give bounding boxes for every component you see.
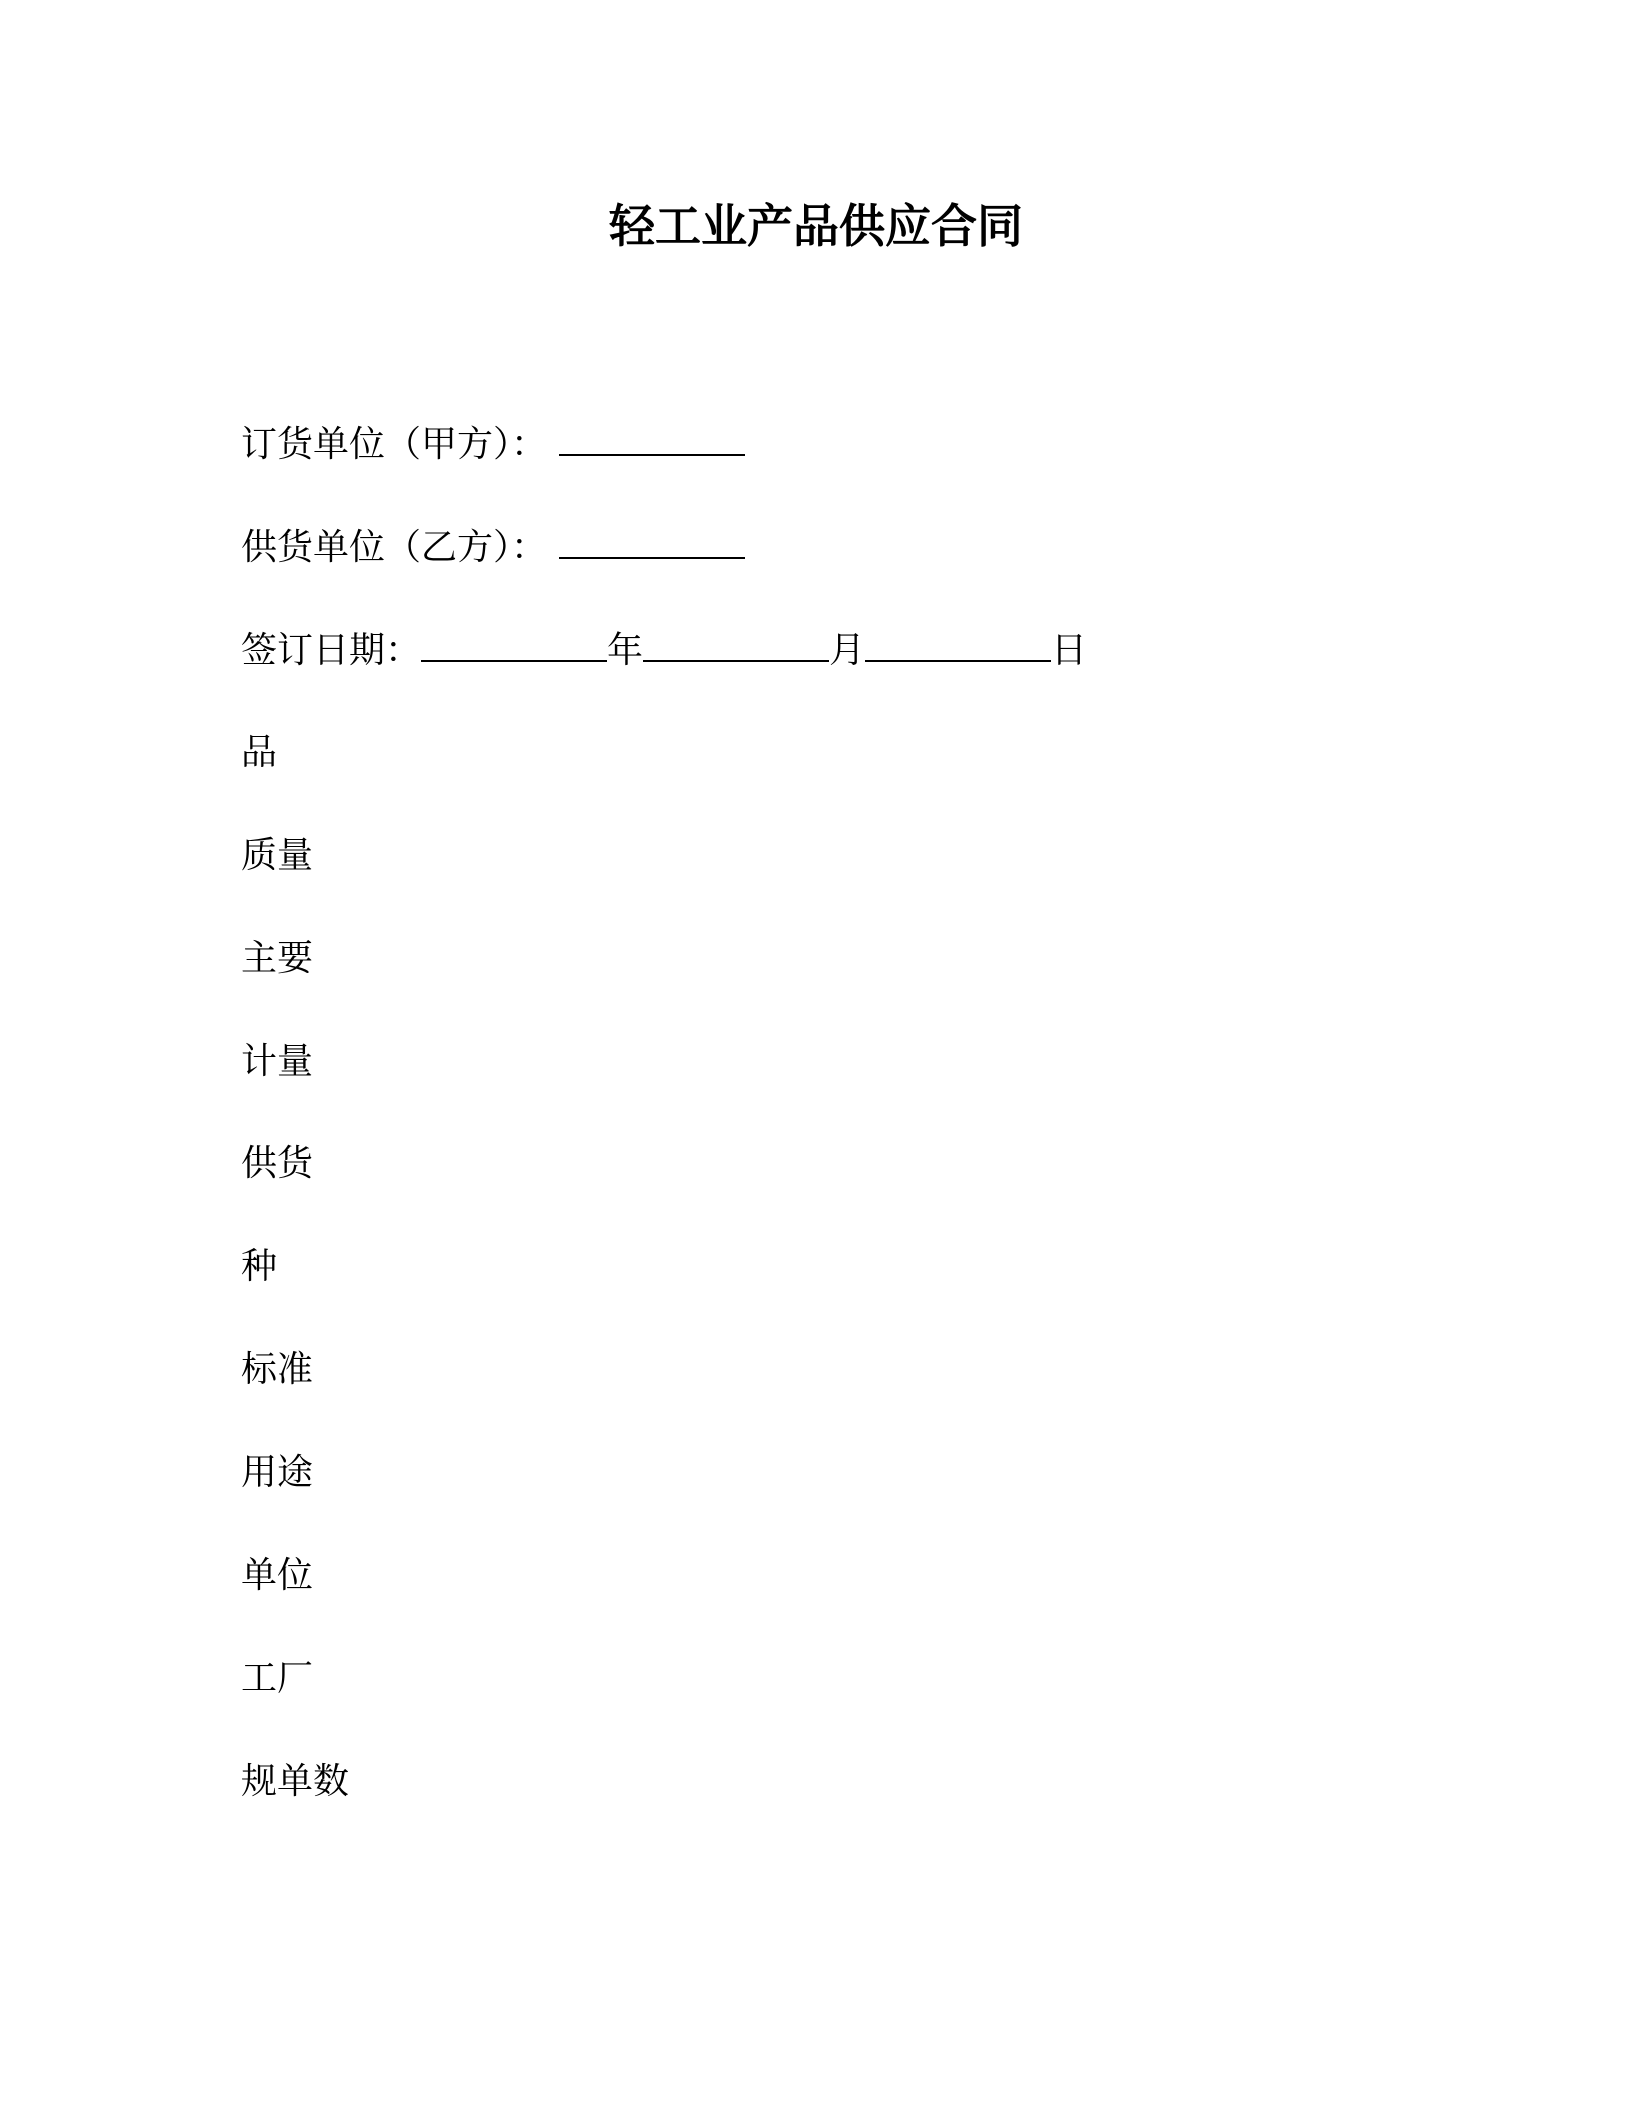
- buyer-blank[interactable]: [559, 420, 745, 456]
- term-item: 主要: [241, 938, 314, 979]
- year-label: 年: [607, 630, 644, 671]
- term-item: 标准: [241, 1349, 314, 1390]
- signing-date-label: 签订日期：: [241, 630, 422, 671]
- term-item: 单位: [241, 1555, 314, 1596]
- term-item: 工厂: [241, 1658, 314, 1699]
- term-item: 种: [241, 1246, 278, 1287]
- supplier-blank[interactable]: [559, 523, 745, 559]
- month-label: 月: [829, 630, 866, 671]
- month-blank[interactable]: [643, 626, 829, 662]
- term-item: 品: [241, 732, 278, 773]
- term-item: 质量: [241, 835, 314, 876]
- document-title: 轻工业产品供应合同: [609, 199, 1023, 253]
- year-blank[interactable]: [421, 626, 607, 662]
- term-item: 计量: [241, 1041, 314, 1082]
- supplier-label: 供货单位（乙方）：: [241, 527, 548, 568]
- term-item: 供货: [241, 1143, 314, 1184]
- day-blank[interactable]: [865, 626, 1051, 662]
- supplier-field-line: [241, 523, 745, 572]
- signing-date-line: [241, 626, 1087, 675]
- day-label: 日: [1051, 630, 1088, 671]
- term-item: 规单数: [241, 1761, 350, 1802]
- buyer-field-line: [241, 420, 745, 469]
- term-item: 用途: [241, 1452, 314, 1493]
- buyer-label: 订货单位（甲方）：: [241, 424, 548, 465]
